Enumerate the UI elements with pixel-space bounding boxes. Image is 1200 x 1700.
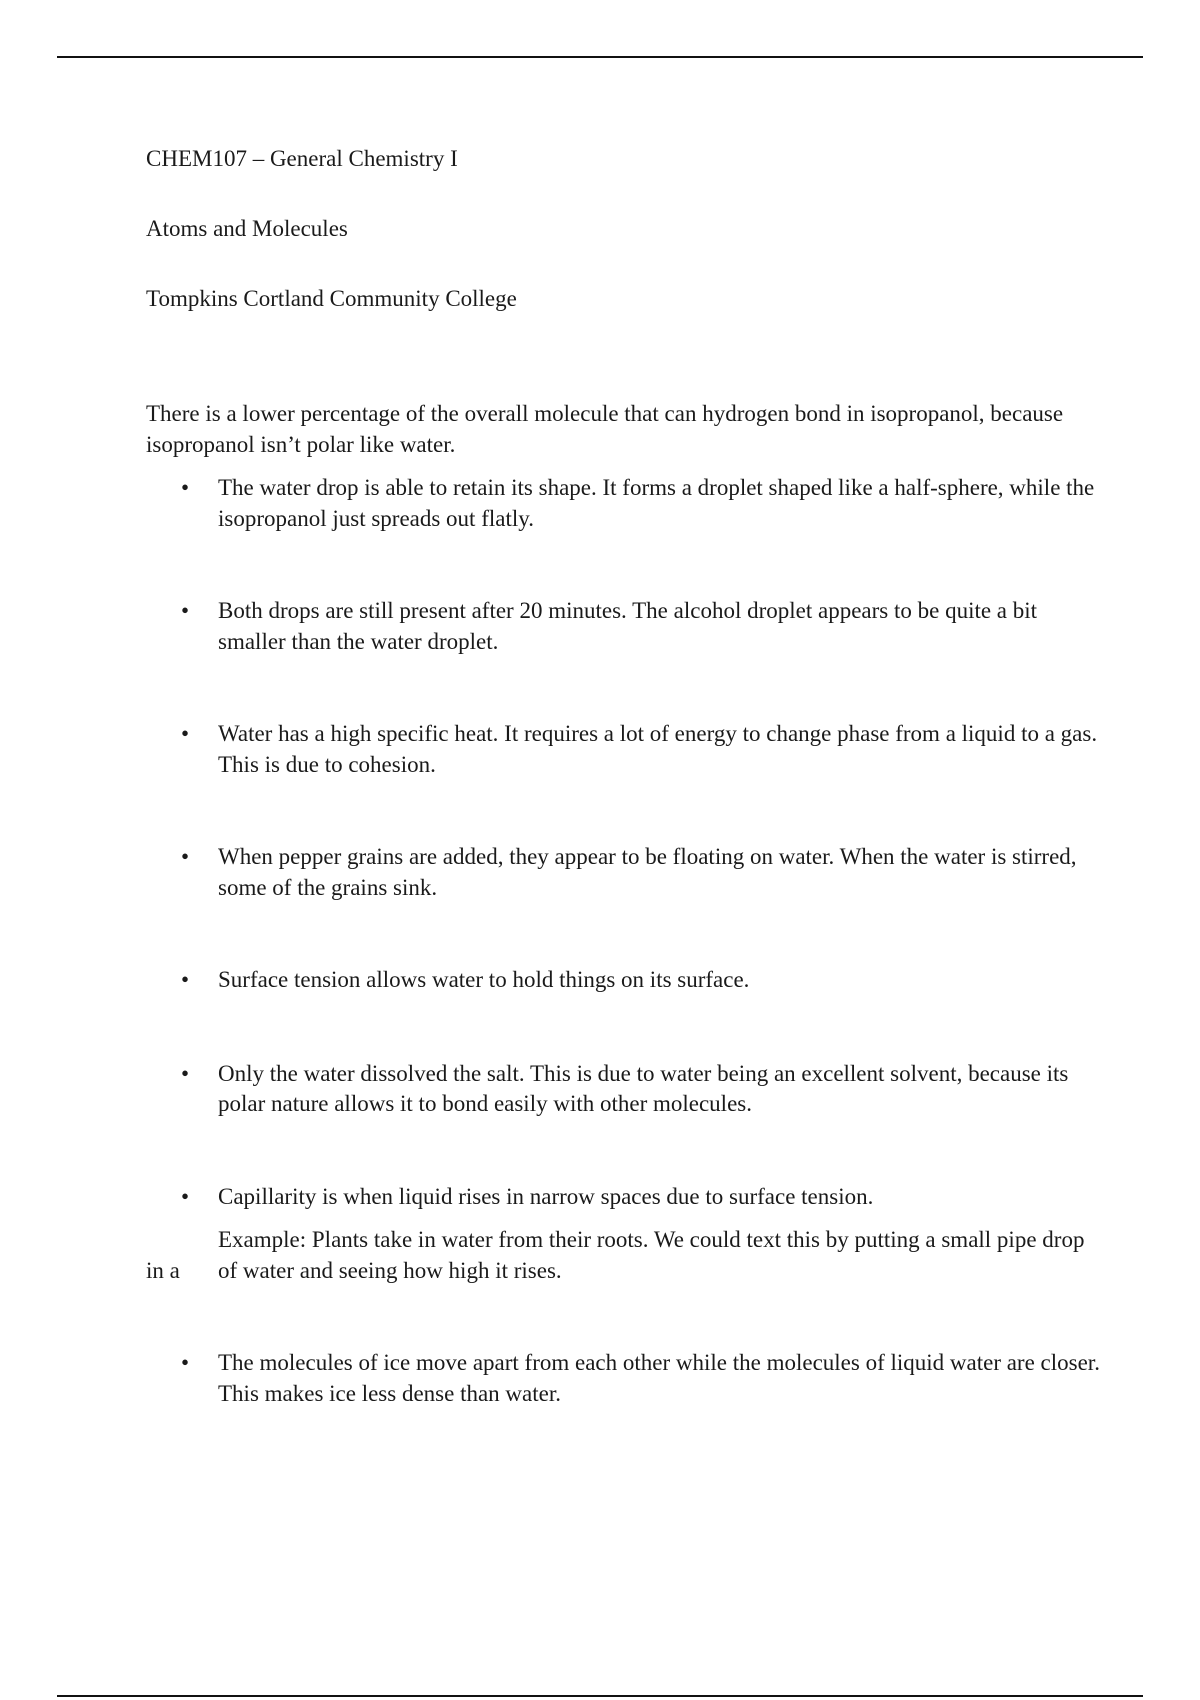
list-item bbox=[146, 596, 1106, 657]
bullet-icon: • bbox=[181, 1350, 190, 1375]
list-item-text: Surface tension allows water to hold things on its surface. bbox=[218, 967, 750, 992]
document-body bbox=[146, 144, 1106, 1471]
bullet-icon: • bbox=[181, 1060, 190, 1086]
list-item-text: Water has a high specific heat. It requires a lot of energy to change phase from a liquid to a gas. This is due to cohesion. bbox=[218, 721, 1098, 777]
list-item bbox=[146, 965, 1106, 996]
intro-paragraph: There is a lower percentage of the overall molecule that can hydrogen bond in isopropanol, because isopropanol isn’t polar like water. bbox=[146, 401, 1064, 457]
example-prefix: in a bbox=[146, 1257, 180, 1283]
list-item bbox=[146, 719, 1106, 780]
bullet-icon: • bbox=[181, 1183, 190, 1209]
top-rule bbox=[57, 56, 1143, 58]
list-item-text: Only the water dissolved the salt. This is due to water being an excellent solvent, because its polar nature allows it to bond easily with other molecules. bbox=[218, 1060, 1069, 1116]
bullet-icon: • bbox=[181, 844, 190, 869]
list-item bbox=[146, 473, 1106, 534]
observation-list bbox=[146, 473, 1106, 1409]
list-item bbox=[146, 1182, 1106, 1287]
list-item-text: The water drop is able to retain its shape. It forms a droplet shaped like a half-sphere, while the isopropanol just spreads out flatly. bbox=[218, 475, 1095, 531]
list-item-text: The molecules of ice move apart from each other while the molecules of liquid water are closer. This makes ice less dense than water. bbox=[218, 1350, 1100, 1406]
course-title: CHEM107 – General Chemistry I bbox=[146, 146, 458, 171]
list-item-text: When pepper grains are added, they appear to be floating on water. When the water is stirred, some of the grains sink. bbox=[218, 844, 1077, 900]
bullet-icon: • bbox=[181, 967, 190, 992]
list-item bbox=[146, 842, 1106, 903]
example-block bbox=[146, 1225, 1106, 1286]
bottom-rule bbox=[57, 1695, 1143, 1697]
topic-title: Atoms and Molecules bbox=[146, 216, 348, 241]
bullet-icon: • bbox=[181, 475, 190, 500]
bullet-icon: • bbox=[181, 721, 190, 746]
list-item bbox=[146, 1059, 1106, 1120]
example-text: Example: Plants take in water from their roots. We could text this by putting a small pipe drop of water and seeing how high it rises. bbox=[218, 1227, 1085, 1283]
list-item-text: Both drops are still present after 20 minutes. The alcohol droplet appears to be quite a bit smaller than the water droplet. bbox=[218, 598, 1038, 654]
bullet-icon: • bbox=[181, 598, 190, 623]
list-item bbox=[146, 1348, 1106, 1409]
institution-name: Tompkins Cortland Community College bbox=[146, 286, 517, 311]
list-item-text: Capillarity is when liquid rises in narrow spaces due to surface tension. bbox=[218, 1183, 874, 1209]
